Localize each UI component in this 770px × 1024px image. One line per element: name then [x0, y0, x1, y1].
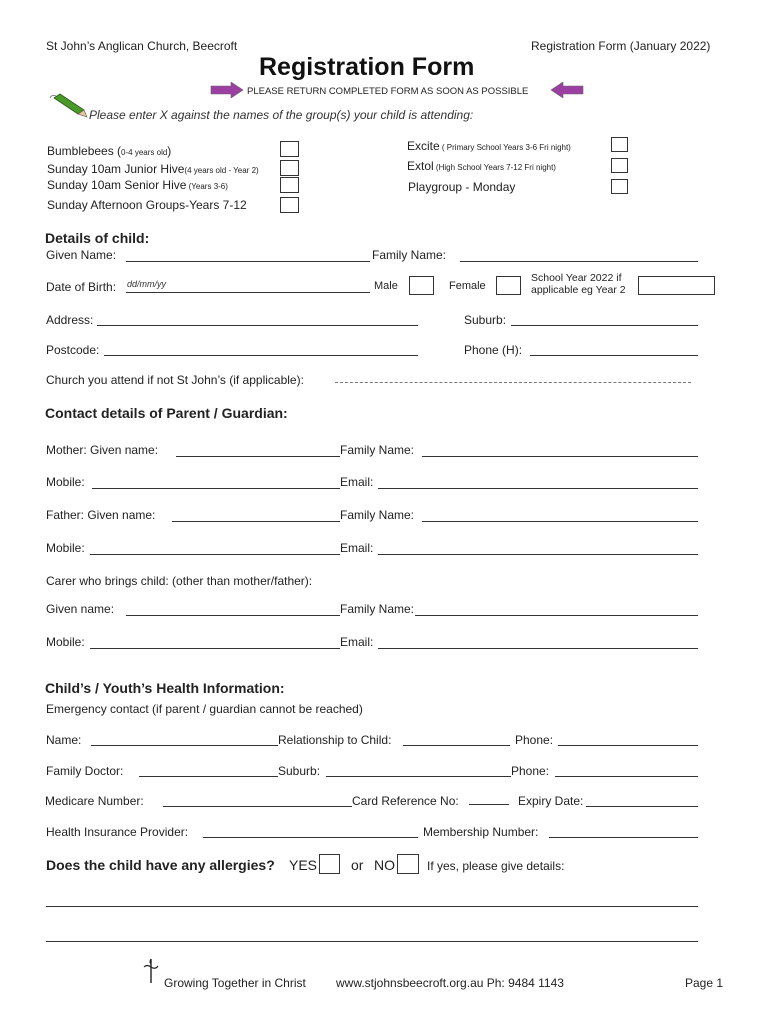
group-afternoon-label: Sunday Afternoon Groups-Years 7-12 [47, 198, 247, 212]
father-given-label: Father: Given name: [46, 508, 156, 522]
mother-given-field[interactable] [176, 456, 340, 457]
dob-label: Date of Birth: [46, 280, 117, 294]
mother-family-field[interactable] [422, 456, 698, 457]
address-field[interactable] [97, 325, 418, 326]
father-family-label: Family Name: [340, 508, 415, 522]
church-name: St John’s Anglican Church, Beecroft [46, 39, 238, 53]
mother-mobile-field[interactable] [92, 488, 340, 489]
female-checkbox[interactable] [496, 276, 521, 295]
allergies-no-checkbox[interactable] [397, 854, 419, 874]
carer-family-label: Family Name: [340, 602, 415, 616]
senior-hive-checkbox[interactable] [280, 177, 299, 193]
carer-mobile-label: Mobile: [46, 635, 85, 649]
relationship-field[interactable] [403, 745, 510, 746]
group-bumblebees-label: Bumblebees (0-4 years old) [47, 144, 172, 158]
junior-hive-checkbox[interactable] [280, 160, 299, 176]
child-details-heading: Details of child: [45, 230, 150, 246]
excite-checkbox[interactable] [611, 137, 628, 152]
doctor-suburb-field[interactable] [326, 776, 511, 777]
father-email-field[interactable] [378, 554, 698, 555]
page-title: Registration Form [259, 53, 475, 81]
group-junior-hive-label: Sunday 10am Junior Hive(4 years old - Year 2) [47, 162, 259, 176]
school-year-label: School Year 2022 if applicable eg Year 2 [531, 272, 626, 296]
male-label: Male [374, 280, 398, 292]
card-ref-label: Card Reference No: [352, 794, 459, 808]
dob-placeholder: dd/mm/yy [127, 279, 167, 289]
insurance-field[interactable] [203, 837, 418, 838]
school-year-field[interactable] [638, 276, 715, 295]
membership-field[interactable] [549, 837, 698, 838]
bumblebees-checkbox[interactable] [280, 141, 299, 157]
dob-field[interactable] [126, 292, 370, 293]
emergency-phone-field[interactable] [558, 745, 698, 746]
family-doctor-label: Family Doctor: [46, 764, 124, 778]
arrow-right-icon [210, 82, 244, 98]
instruction-text: Please enter X against the names of the group(s) your child is attending: [89, 108, 474, 122]
doctor-phone-field[interactable] [555, 776, 698, 777]
mother-mobile-label: Mobile: [46, 475, 85, 489]
health-heading: Child’s / Youth’s Health Information: [45, 680, 285, 696]
emergency-contact-label: Emergency contact (if parent / guardian cannot be reached) [46, 702, 363, 716]
membership-label: Membership Number: [423, 825, 539, 839]
father-email-label: Email: [340, 541, 374, 555]
carer-email-label: Email: [340, 635, 374, 649]
given-name-field[interactable] [126, 261, 370, 262]
arrow-left-icon [550, 82, 584, 98]
insurance-label: Health Insurance Provider: [46, 825, 189, 839]
allergies-no-label: NO [374, 857, 395, 873]
home-phone-label: Phone (H): [464, 343, 523, 357]
playgroup-checkbox[interactable] [611, 179, 628, 194]
allergies-details-label: If yes, please give details: [427, 859, 565, 873]
allergies-details-line-2[interactable] [46, 941, 698, 942]
carer-given-label: Given name: [46, 602, 115, 616]
group-playgroup-label: Playgroup - Monday [408, 180, 516, 194]
mother-family-label: Family Name: [340, 443, 415, 457]
suburb-field[interactable] [511, 325, 698, 326]
church-attend-label: Church you attend if not St John’s (if applicable): [46, 373, 304, 387]
doctor-phone-label: Phone: [511, 764, 550, 778]
female-label: Female [449, 280, 486, 292]
group-senior-hive-label: Sunday 10am Senior Hive (Years 3-6) [47, 178, 228, 192]
carer-email-field[interactable] [378, 648, 698, 649]
home-phone-field[interactable] [530, 355, 698, 356]
allergies-details-line-1[interactable] [46, 906, 698, 907]
pencil-icon [48, 92, 88, 118]
father-mobile-label: Mobile: [46, 541, 85, 555]
doctor-suburb-label: Suburb: [278, 764, 321, 778]
carer-label: Carer who brings child: (other than mother/father): [46, 574, 313, 588]
page-number: Page 1 [685, 976, 724, 990]
family-name-field[interactable] [460, 261, 698, 262]
father-given-field[interactable] [172, 521, 340, 522]
carer-given-field[interactable] [126, 615, 340, 616]
afternoon-checkbox[interactable] [280, 197, 299, 213]
group-extol-label: Extol (High School Years 7-12 Fri night) [407, 159, 556, 173]
expiry-field[interactable] [586, 806, 698, 807]
family-doctor-field[interactable] [139, 776, 278, 777]
mother-given-label: Mother: Given name: [46, 443, 159, 457]
extol-checkbox[interactable] [611, 158, 628, 173]
emergency-name-field[interactable] [91, 745, 278, 746]
form-reference: Registration Form (January 2022) [531, 39, 711, 53]
mother-email-label: Email: [340, 475, 374, 489]
allergies-yes-checkbox[interactable] [319, 854, 340, 874]
parent-details-heading: Contact details of Parent / Guardian: [45, 405, 288, 421]
emergency-phone-label: Phone: [515, 733, 554, 747]
suburb-label: Suburb: [464, 313, 507, 327]
emergency-name-label: Name: [46, 733, 82, 747]
church-attend-field[interactable] [335, 382, 691, 383]
card-ref-field[interactable] [469, 804, 509, 805]
mother-email-field[interactable] [378, 488, 698, 489]
father-family-field[interactable] [422, 521, 698, 522]
cross-logo-icon [140, 956, 162, 984]
return-notice: PLEASE RETURN COMPLETED FORM AS SOON AS POSSIBLE [247, 86, 529, 97]
medicare-label: Medicare Number: [45, 794, 144, 808]
footer-motto: Growing Together in Christ [164, 976, 306, 990]
given-name-label: Given Name: [46, 248, 117, 262]
footer-contact: www.stjohnsbeecroft.org.au Ph: 9484 1143 [336, 976, 564, 990]
medicare-field[interactable] [163, 806, 352, 807]
group-excite-label: Excite ( Primary School Years 3-6 Fri night) [407, 139, 571, 153]
carer-family-field[interactable] [415, 615, 698, 616]
allergies-or-label: or [351, 857, 364, 873]
postcode-label: Postcode: [46, 343, 100, 357]
allergies-yes-label: YES [289, 857, 318, 873]
postcode-field[interactable] [104, 355, 418, 356]
expiry-label: Expiry Date: [518, 794, 584, 808]
male-checkbox[interactable] [409, 276, 434, 295]
carer-mobile-field[interactable] [90, 648, 340, 649]
relationship-label: Relationship to Child: [278, 733, 392, 747]
allergies-question: Does the child have any allergies? [46, 857, 275, 873]
family-name-label: Family Name: [372, 248, 447, 262]
address-label: Address: [46, 313, 94, 327]
father-mobile-field[interactable] [90, 554, 340, 555]
